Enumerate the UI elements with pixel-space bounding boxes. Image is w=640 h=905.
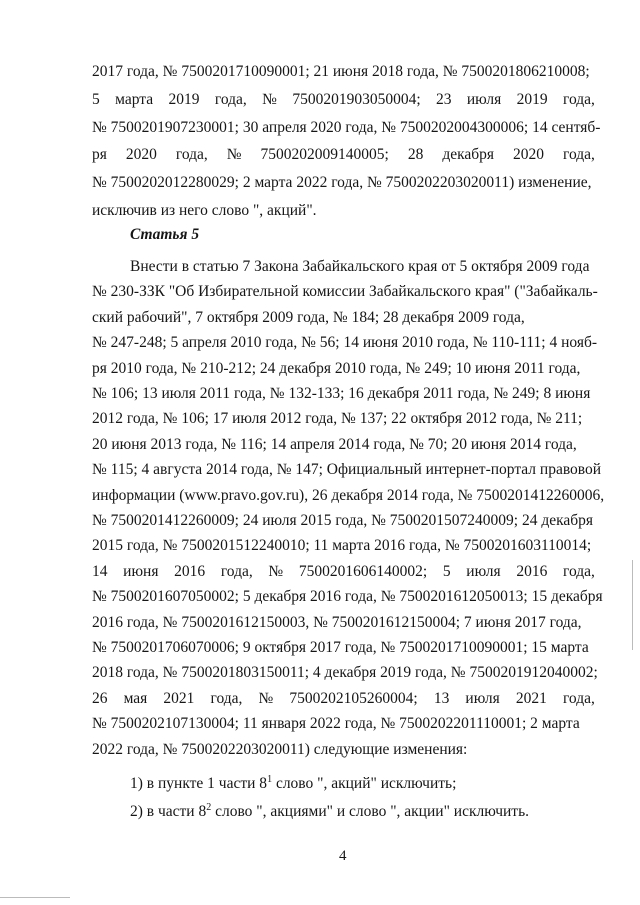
word: года, <box>210 689 243 707</box>
item2-text-end: слово ", акциями" и слово ", акции" исключить. <box>211 803 530 820</box>
word: июля <box>466 90 502 108</box>
text-line: № 7500202012280029; 2 марта 2022 года, № 7500202203020011) изменение, <box>92 174 592 192</box>
article-heading: Статья 5 <box>130 226 200 243</box>
word: 7500202009140005; <box>260 146 389 164</box>
text-line: 2015 года, № 7500201512240010; 11 марта 2016 года, № 7500201603110014; <box>92 537 592 555</box>
word: года, <box>175 146 208 164</box>
text-line: ря 2010 года, № 210-212; 24 декабря 2010 года, № 249; 10 июня 2011 года, <box>92 359 581 377</box>
word: года, <box>563 562 595 580</box>
word: 2021 <box>163 689 195 707</box>
text-line: № 7500201607050002; 5 декабря 2016 года, № 7500201612050013; 15 декабря <box>92 588 603 606</box>
word: июня <box>123 562 159 580</box>
text-line: 2018 года, № 7500201803150011; 4 декабря 2019 года, № 7500201912040002; <box>92 664 598 682</box>
text-line: № 230-ЗЗК "Об Избирательной комиссии Забайкальского края" ("Забайкаль- <box>92 283 598 301</box>
text-line: 2017 года, № 7500201710090001; 21 июня 2018 года, № 7500201806210008; <box>92 63 590 80</box>
word: июля <box>466 562 501 580</box>
word: июля <box>465 689 500 707</box>
text-line: 20 июня 2013 года, № 116; 14 апреля 2014 года, № 70; 20 июня 2014 года, <box>92 435 577 453</box>
scan-edge-mark <box>632 560 633 650</box>
item2-superscript: 2 <box>206 802 212 813</box>
word: 14 <box>92 562 108 580</box>
list-item-1 <box>130 774 595 794</box>
text-line: № 247-248; 5 апреля 2010 года, № 56; 14 июня 2010 года, № 110-111; 4 нояб- <box>92 334 598 352</box>
word: года, <box>214 90 247 108</box>
word: 7500201606140002; <box>298 562 428 580</box>
word: № <box>262 90 277 108</box>
word: года, <box>563 146 595 164</box>
list-item-2 <box>130 802 595 822</box>
text-line <box>92 562 595 582</box>
word: мая <box>123 689 148 707</box>
word: № <box>226 146 242 164</box>
word: 5 <box>442 562 451 580</box>
word: 2021 <box>515 689 547 707</box>
word: декабря <box>442 146 495 164</box>
word: 7500202105260004; <box>289 689 418 707</box>
page-number: 4 <box>339 848 347 864</box>
word: года, <box>220 562 253 580</box>
item1-text: 1) в пункте 1 части 8 <box>130 775 268 792</box>
text-line: 2016 года, № 7500201612150003, № 7500201612150004; 7 июня 2017 года, <box>92 613 582 631</box>
word: года, <box>563 90 595 108</box>
scan-edge-mark <box>0 897 70 898</box>
item2-text: 2) в части 8 <box>130 803 207 820</box>
item1-superscript: 1 <box>267 774 273 785</box>
text-line <box>92 689 595 709</box>
word: 23 <box>436 90 452 108</box>
text-line: № 7500201412260009; 24 июля 2015 года, № 7500201507240009; 24 декабря <box>92 512 594 529</box>
word: 2019 <box>168 90 200 108</box>
word: 13 <box>433 689 450 707</box>
word: года, <box>562 689 595 707</box>
text-line: Внести в статью 7 Закона Забайкальского края от 5 октября 2009 года <box>130 258 590 275</box>
word: 26 <box>92 689 108 707</box>
word: 5 <box>92 90 100 108</box>
word: ря <box>92 146 107 164</box>
text-line <box>92 90 595 110</box>
word: 2020 <box>125 146 157 164</box>
word: 2016 <box>174 562 206 580</box>
text-line <box>92 145 595 165</box>
text-line: № 7500201706070006; 9 октября 2017 года, № 7500201710090001; 15 марта <box>92 639 589 656</box>
text-line: 2012 года, № 106; 17 июля 2012 года, № 137; 22 октября 2012 года, № 211; <box>92 410 583 428</box>
item1-text-end: слово ", акций" исключить; <box>272 775 457 792</box>
text-line: № 7500202107130004; 11 января 2022 года, № 7500202201110001; 2 марта <box>92 715 580 733</box>
word: 2019 <box>516 90 548 108</box>
word: 2016 <box>516 562 548 580</box>
word: № <box>258 689 274 707</box>
text-line: № 106; 13 июля 2011 года, № 132-133; 16 декабря 2011 года, № 249; 8 июня <box>92 385 591 402</box>
text-line: № 7500201907230001; 30 апреля 2020 года, № 7500202004300006; 14 сентяб- <box>92 118 601 136</box>
word: марта <box>115 90 154 108</box>
word: № <box>268 562 284 580</box>
text-line: ский рабочий", 7 октября 2009 года, № 184; 28 декабря 2009 года, <box>92 308 525 326</box>
text-line: 2022 года, № 7500202203020011) следующие изменения: <box>92 740 468 758</box>
text-line: № 115; 4 августа 2014 года, № 147; Официальный интернет-портал правовой <box>92 461 602 479</box>
word: 2020 <box>513 146 545 164</box>
text-line: информации (www.pravo.gov.ru), 26 декабря 2014 года, № 7500201412260006, <box>92 486 605 504</box>
text-line: исключив из него слово ", акций". <box>92 202 317 219</box>
word: 28 <box>407 146 424 164</box>
word: 7500201903050004; <box>292 90 421 108</box>
